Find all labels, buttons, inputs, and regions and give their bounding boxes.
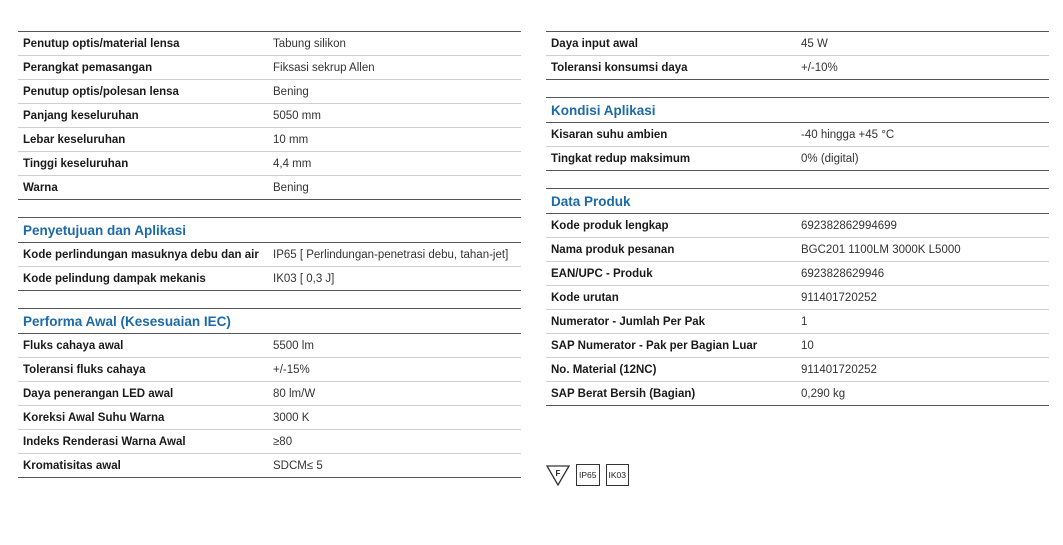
section-title-conditions: Kondisi Aplikasi: [546, 97, 1049, 123]
left-column: [18, 31, 521, 478]
spec-label: EAN/UPC - Produk: [546, 262, 796, 286]
certification-icons: [546, 464, 629, 486]
spec-value: Fiksasi sekrup Allen: [268, 56, 521, 80]
spec-row: [18, 243, 521, 267]
spec-label: Fluks cahaya awal: [18, 334, 268, 358]
ik03-icon: IK03: [606, 464, 630, 486]
spec-row: [18, 176, 521, 200]
physical-spec-table: [18, 31, 521, 200]
spec-value: Bening: [268, 80, 521, 104]
spec-value: 0,290 kg: [796, 382, 1049, 406]
spec-label: Warna: [18, 176, 268, 200]
conditions-table: [546, 123, 1049, 171]
spec-label: Koreksi Awal Suhu Warna: [18, 406, 268, 430]
spec-row: [18, 128, 521, 152]
spec-row: [18, 382, 521, 406]
spec-row: [18, 430, 521, 454]
spec-row: [18, 454, 521, 478]
power-spec-table: [546, 31, 1049, 80]
spec-label: Daya penerangan LED awal: [18, 382, 268, 406]
spec-value: SDCM≤ 5: [268, 454, 521, 478]
ip65-icon: IP65: [576, 464, 600, 486]
spec-value: 45 W: [796, 32, 1049, 56]
spec-label: Kisaran suhu ambien: [546, 123, 796, 147]
spec-value: 3000 K: [268, 406, 521, 430]
spec-label: No. Material (12NC): [546, 358, 796, 382]
spec-label: SAP Berat Bersih (Bagian): [546, 382, 796, 406]
spec-value: 911401720252: [796, 358, 1049, 382]
product-table: [546, 214, 1049, 406]
spec-label: Toleransi konsumsi daya: [546, 56, 796, 80]
spec-row: [546, 32, 1049, 56]
spec-value: 0% (digital): [796, 147, 1049, 171]
spec-label: Perangkat pemasangan: [18, 56, 268, 80]
spec-label: Penutup optis/material lensa: [18, 32, 268, 56]
f-mark-label: F: [555, 469, 561, 478]
f-mark-icon: [546, 464, 570, 486]
spec-row: [546, 286, 1049, 310]
spec-row: [546, 147, 1049, 171]
spec-value: BGC201 1100LM 3000K L5000: [796, 238, 1049, 262]
spec-row: [546, 358, 1049, 382]
spec-label: SAP Numerator - Pak per Bagian Luar: [546, 334, 796, 358]
spec-row: [18, 104, 521, 128]
spec-label: Indeks Renderasi Warna Awal: [18, 430, 268, 454]
spec-value: Tabung silikon: [268, 32, 521, 56]
spec-value: 692382862994699: [796, 214, 1049, 238]
spec-value: 10: [796, 334, 1049, 358]
approval-table: [18, 243, 521, 291]
product-section: [546, 188, 1049, 406]
spec-row: [18, 56, 521, 80]
spec-label: Tinggi keseluruhan: [18, 152, 268, 176]
spec-label: Kode produk lengkap: [546, 214, 796, 238]
section-title-performance: Performa Awal (Kesesuaian IEC): [18, 308, 521, 334]
spec-row: [18, 152, 521, 176]
spec-label: Penutup optis/polesan lensa: [18, 80, 268, 104]
spec-row: [546, 56, 1049, 80]
spec-label: Daya input awal: [546, 32, 796, 56]
spec-row: [18, 358, 521, 382]
spec-row: [546, 123, 1049, 147]
spec-row: [546, 262, 1049, 286]
spec-row: [546, 238, 1049, 262]
spec-label: Lebar keseluruhan: [18, 128, 268, 152]
spec-label: Tingkat redup maksimum: [546, 147, 796, 171]
spec-value: +/-10%: [796, 56, 1049, 80]
spec-value: +/-15%: [268, 358, 521, 382]
spec-row: [18, 406, 521, 430]
spec-row: [18, 334, 521, 358]
performance-section: [18, 308, 521, 478]
spec-label: Kode perlindungan masuknya debu dan air: [18, 243, 268, 267]
spec-value: IK03 [ 0,3 J]: [268, 267, 521, 291]
spec-label: Kode urutan: [546, 286, 796, 310]
spec-label: Kromatisitas awal: [18, 454, 268, 478]
spec-label: Kode pelindung dampak mekanis: [18, 267, 268, 291]
spec-label: Nama produk pesanan: [546, 238, 796, 262]
spec-value: Bening: [268, 176, 521, 200]
spec-row: [18, 267, 521, 291]
spec-row: [546, 310, 1049, 334]
section-title-approval: Penyetujuan dan Aplikasi: [18, 217, 521, 243]
spec-value: 5050 mm: [268, 104, 521, 128]
spec-row: [546, 214, 1049, 238]
conditions-section: [546, 97, 1049, 171]
spec-value: 10 mm: [268, 128, 521, 152]
spec-row: [18, 32, 521, 56]
spec-label: Panjang keseluruhan: [18, 104, 268, 128]
right-column: [546, 31, 1049, 406]
spec-value: 4,4 mm: [268, 152, 521, 176]
spec-value: -40 hingga +45 °C: [796, 123, 1049, 147]
spec-label: Numerator - Jumlah Per Pak: [546, 310, 796, 334]
spec-value: 1: [796, 310, 1049, 334]
spec-value: ≥80: [268, 430, 521, 454]
spec-label: Toleransi fluks cahaya: [18, 358, 268, 382]
spec-value: 80 lm/W: [268, 382, 521, 406]
spec-value: 911401720252: [796, 286, 1049, 310]
spec-value: 5500 lm: [268, 334, 521, 358]
spec-row: [546, 382, 1049, 406]
section-title-product: Data Produk: [546, 188, 1049, 214]
spec-row: [18, 80, 521, 104]
performance-table: [18, 334, 521, 478]
spec-value: 6923828629946: [796, 262, 1049, 286]
spec-row: [546, 334, 1049, 358]
spec-value: IP65 [ Perlindungan-penetrasi debu, tahan-jet]: [268, 243, 521, 267]
approval-section: [18, 217, 521, 291]
